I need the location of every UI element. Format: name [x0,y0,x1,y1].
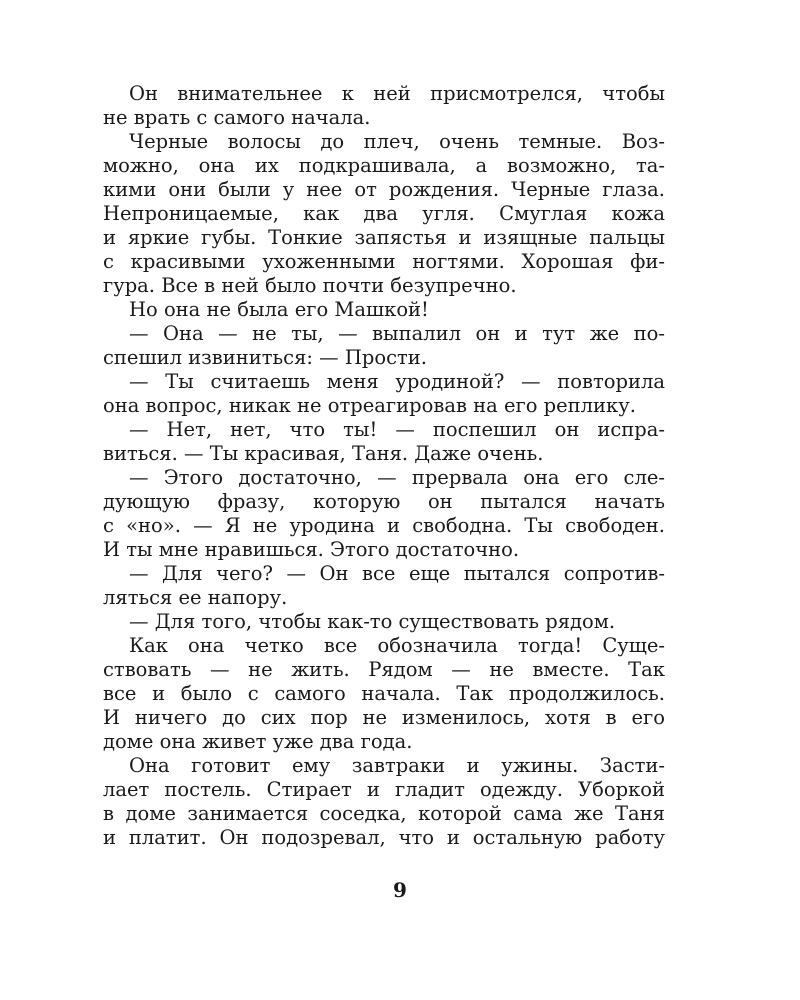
text-line: с красивыми ухоженными ногтями. Хорошая фи- [103,250,665,273]
text-line: — Она — не ты, — выпалил он и тут же по- [129,322,665,345]
text-line: — Ты считаешь меня уродиной? — повторила [129,370,665,393]
paragraph-3 [103,298,665,322]
text-line: — Этого достаточно, — прервала она его сле- [129,466,665,489]
text-line: Непроницаемые, как два угля. Смуглая кожа [103,202,665,225]
text-line: не врать с самого начала. [103,106,371,129]
text-line: И ты мне нравишься. Этого достаточно. [103,538,520,561]
text-line: виться. — Ты красивая, Таня. Даже очень. [103,442,544,465]
text-line: — Нет, нет, что ты! — поспешил он испра- [129,418,665,441]
text-line: ствовать — не жить. Рядом — не вместе. Так [103,658,665,681]
text-line: и платит. Он подозревал, что и остальную работу [103,826,665,849]
text-line: И ничего до сих пор не изменилось, хотя в его [103,706,665,729]
text-line: доме она живет уже два года. [103,730,413,753]
text-line: с «но». — Я не уродина и свободна. Ты свободен. [103,514,665,537]
text-line: и яркие губы. Тонкие запястья и изящные пальцы [103,226,665,249]
paragraph-10 [103,634,665,754]
text-line: можно, она их подкрашивала, а возможно, та- [103,154,665,177]
paragraph-4 [103,322,665,370]
paragraph-11 [103,754,665,850]
page-number: 9 [393,878,407,902]
paragraph-6 [103,418,665,466]
paragraph-7 [103,466,665,562]
text-line: — Для того, чтобы как-то существовать рядом. [129,610,616,633]
page-body [103,82,665,850]
paragraph-1 [103,82,665,130]
text-line: гура. Все в ней было почти безупречно. [103,274,517,297]
text-line: спешил извиниться: — Прости. [103,346,427,369]
text-line: Он внимательнее к ней присмотрелся, чтобы [129,82,665,105]
text-line: все и было с самого начала. Так продолжилось. [103,682,665,705]
text-line: дующую фразу, которую он пытался начать [103,490,665,513]
paragraph-5 [103,370,665,418]
text-line: она вопрос, никак не отреагировав на его реплику. [103,394,636,417]
text-line: Она готовит ему завтраки и ужины. Засти- [129,754,665,777]
paragraph-2 [103,130,665,298]
paragraph-8 [103,562,665,610]
paragraph-9 [103,610,665,634]
text-line: в доме занимается соседка, которой сама же Таня [103,802,665,825]
text-line: ляться ее напору. [103,586,288,609]
text-line: Как она четко все обозначила тогда! Суще- [129,634,665,657]
text-line: — Для чего? — Он все еще пытался сопротив- [129,562,665,585]
text-line: кими они были у нее от рождения. Черные глаза. [103,178,665,201]
text-line: Черные волосы до плеч, очень темные. Воз- [129,130,665,153]
text-line: Но она не была его Машкой! [129,298,429,321]
text-line: лает постель. Стирает и гладит одежду. Уборкой [103,778,665,801]
